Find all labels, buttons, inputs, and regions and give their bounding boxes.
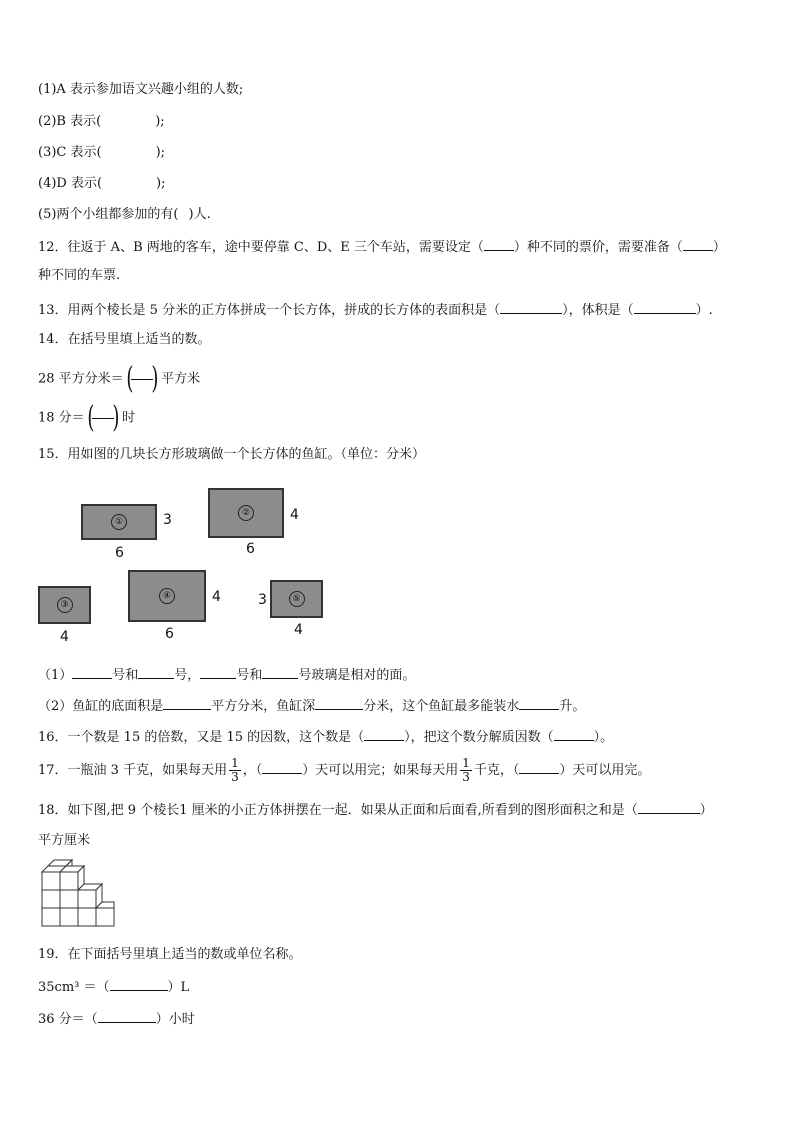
question-19-line-2: 36 分＝（ ）小时 xyxy=(38,1008,195,1030)
glass-pane-3: ③ xyxy=(38,586,91,624)
pane-1-height: 3 xyxy=(163,512,172,528)
fraction-one-third: $\frac{1}{3}$ xyxy=(462,756,470,784)
question-19-line-1: 35cm³ ＝（ ）L xyxy=(38,976,189,998)
pane-2-width: 6 xyxy=(246,541,255,557)
pane-1-width: 6 xyxy=(115,545,124,561)
answer-blank[interactable] xyxy=(200,664,236,679)
glass-pane-1: ① xyxy=(81,504,157,540)
question-14-line-2: 18 分＝( ) 时 xyxy=(38,400,136,435)
fraction-one-third: $\frac{1}{3}$ xyxy=(231,756,239,784)
sub-item-4: (4)D 表示( ); xyxy=(38,176,166,191)
answer-blank[interactable] xyxy=(519,695,559,710)
question-15: 15．用如图的几块长方形玻璃做一个长方体的鱼缸。（单位：分米） xyxy=(38,447,426,462)
pane-4-width: 6 xyxy=(165,626,174,642)
answer-blank[interactable] xyxy=(683,236,713,251)
sub-item-3: (3)C 表示( ); xyxy=(38,145,166,160)
answer-blank[interactable] xyxy=(519,759,559,774)
pane-5-height: 3 xyxy=(258,592,267,608)
answer-blank[interactable] xyxy=(110,976,168,991)
question-12-line-2: 种不同的车票. xyxy=(38,268,121,283)
question-18-line-2: 平方厘米 xyxy=(38,833,91,848)
answer-blank[interactable] xyxy=(138,664,174,679)
answer-blank[interactable] xyxy=(484,236,514,251)
answer-blank[interactable] xyxy=(72,664,112,679)
question-13: 13．用两个棱长是 5 分米的正方体拼成一个长方体，拼成的长方体的表面积是（ ），体积是（ ）. xyxy=(38,299,713,321)
glass-pane-4: ④ xyxy=(128,570,206,622)
stacked-cubes-figure xyxy=(40,858,116,930)
answer-blank[interactable] xyxy=(364,726,404,741)
question-14: 14．在括号里填上适当的数。 xyxy=(38,332,211,347)
question-19: 19．在下面括号里填上适当的数或单位名称。 xyxy=(38,947,302,962)
answer-blank[interactable] xyxy=(315,695,363,710)
pane-5-width: 4 xyxy=(294,622,303,638)
answer-blank[interactable] xyxy=(500,299,562,314)
answer-blank[interactable] xyxy=(638,799,700,814)
question-14-line-1: 28 平方分米＝( ) 平方米 xyxy=(38,361,201,396)
question-15-part-1: （1） 号和 号， 号和 号玻璃是相对的面。 xyxy=(38,664,415,686)
question-15-part-2: （2）鱼缸的底面积是 平方分米，鱼缸深 分米，这个鱼缸最多能装水 升。 xyxy=(38,695,585,717)
sub-item-5: (5)两个小组都参加的有( )人. xyxy=(38,207,211,222)
sub-item-1: (1)A 表示参加语文兴趣小组的人数; xyxy=(38,82,244,97)
answer-blank[interactable] xyxy=(262,664,298,679)
answer-blank[interactable] xyxy=(163,695,211,710)
sub-item-2: (2)B 表示( ); xyxy=(38,114,165,129)
question-16: 16．一个数是 15 的倍数，又是 15 的因数，这个数是（ ），把这个数分解质因数（ ）。 xyxy=(38,726,613,748)
glass-pane-2: ② xyxy=(208,488,284,538)
question-17: 17．一瓶油 3 千克，如果每天用 $\frac{1}{3}$ ，（ ）天可以用完；如果每天用 $\frac{1}{3}$ 千克，（ ）天可以用完。 xyxy=(38,756,651,784)
pane-3-width: 4 xyxy=(60,629,69,645)
pane-2-height: 4 xyxy=(290,507,299,523)
question-12-line-1: 12．往返于 A、B 两地的客车，途中要停靠 C、D、E 三个车站，需要设定（ ）种不同的票价，需要准备（ ） xyxy=(38,236,726,258)
answer-blank[interactable] xyxy=(554,726,594,741)
pane-4-height: 4 xyxy=(212,589,221,605)
question-18-line-1: 18．如下图,把 9 个棱长1 厘米的小正方体拼摆在一起．如果从正面和后面看,所看到的图形面积之和是（ ） xyxy=(38,799,713,821)
glass-pane-5: ⑤ xyxy=(270,580,323,618)
answer-blank[interactable] xyxy=(634,299,696,314)
answer-blank[interactable] xyxy=(98,1008,156,1023)
answer-blank[interactable] xyxy=(262,759,302,774)
